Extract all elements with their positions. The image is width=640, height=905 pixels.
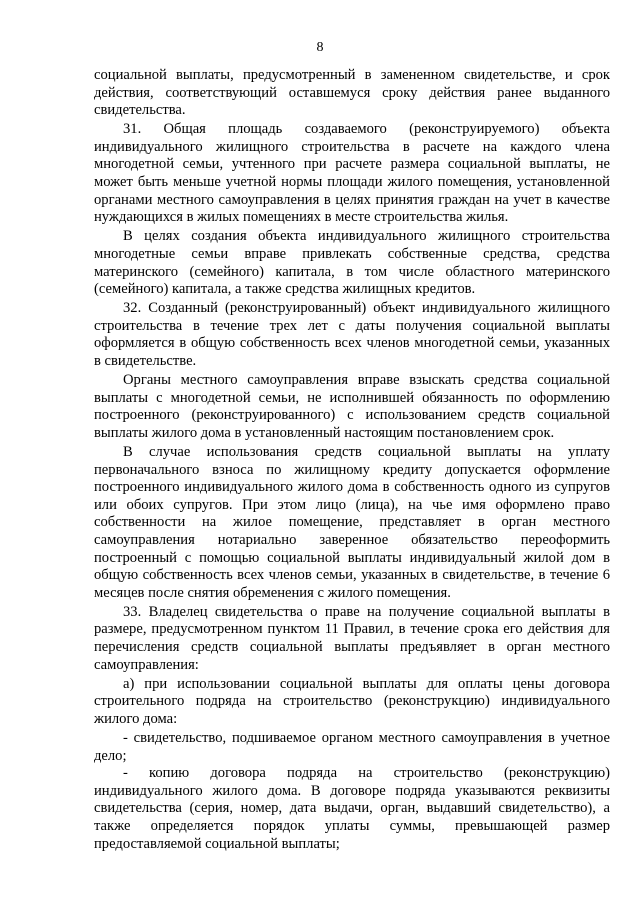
paragraph-dash-contract-copy: - копию договора подряда на строительство (реконструкцию) индивидуального жилого дома. В договоре подряда указываются реквизиты свидетельства (серия, номер, дата выдачи, орган, выдавший свидетельство), а также определяется порядок уплаты суммы, превышающей размер предоставляемой социальной выплаты; [94, 765, 610, 852]
paragraph-continuation: социальной выплаты, предусмотренный в замененном свидетельстве, и срок действия, соответствующий оставшемуся сроку действия ранее выданного свидетельства. [94, 67, 610, 119]
paragraph-item-32: 32. Созданный (реконструированный) объект индивидуального жилищного строительства в течение трех лет с даты получения социальной выплаты оформляется в общую собственность всех членов многодетной семьи, указанных в свидетельстве. [94, 300, 610, 369]
paragraph-dash-certificate: - свидетельство, подшиваемое органом местного самоуправления в учетное дело; [94, 729, 610, 764]
document-body [94, 67, 610, 855]
paragraph-construction-funding: В целях создания объекта индивидуального жилищного строительства многодетные семьи вправе привлекать собственные средства, средства материнского (семейного) капитала, в том числе областного материнского (семейного) капитала, а также средства жилищных кредитов. [94, 228, 610, 298]
paragraph-subitem-a: а) при использовании социальной выплаты для оплаты цены договора строительного подряда на строительство (реконструкцию) индивидуального жилого дома: [94, 675, 610, 727]
paragraph-mortgage-case: В случае использования средств социальной выплаты на уплату первоначального взноса по жилищному кредиту допускается оформление построенного индивидуального жилого дома в собственность одного из супругов или обоих супругов. При этом лицо (лица), на чье имя оформлено право собственности на жилое помещение, представляет в орган местного самоуправления нотариально заверенное обязательство переоформить построенный с помощью социальной выплаты индивидуальный жилой дом в общую собственность всех членов семьи, указанных в свидетельстве, в течение 6 месяцев после снятия обременения с жилого помещения. [94, 443, 610, 601]
paragraph-item-31: 31. Общая площадь создаваемого (реконструируемого) объекта индивидуального жилищного строительства в расчете на каждого члена многодетной семьи, учтенного при расчете размера социальной выплаты, не может быть меньше учетной нормы площади жилого помещения, установленной органами местного самоуправления в целях принятия граждан на учет в качестве нуждающихся в жилых помещениях в месте строительства жилья. [94, 121, 610, 226]
paragraph-item-33: 33. Владелец свидетельства о праве на получение социальной выплаты в размере, предусмотренном пунктом 11 Правил, в течение срока его действия для перечисления средств социальной выплаты предъявляет в орган местного самоуправления: [94, 603, 610, 673]
paragraph-recovery: Органы местного самоуправления вправе взыскать средства социальной выплаты с многодетной семьи, не исполнившей обязанность по оформлению построенного (реконструированного) с использованием средств социальной выплаты жилого дома в установленный настоящим постановлением срок. [94, 372, 610, 441]
page-number: 8 [316, 40, 324, 55]
